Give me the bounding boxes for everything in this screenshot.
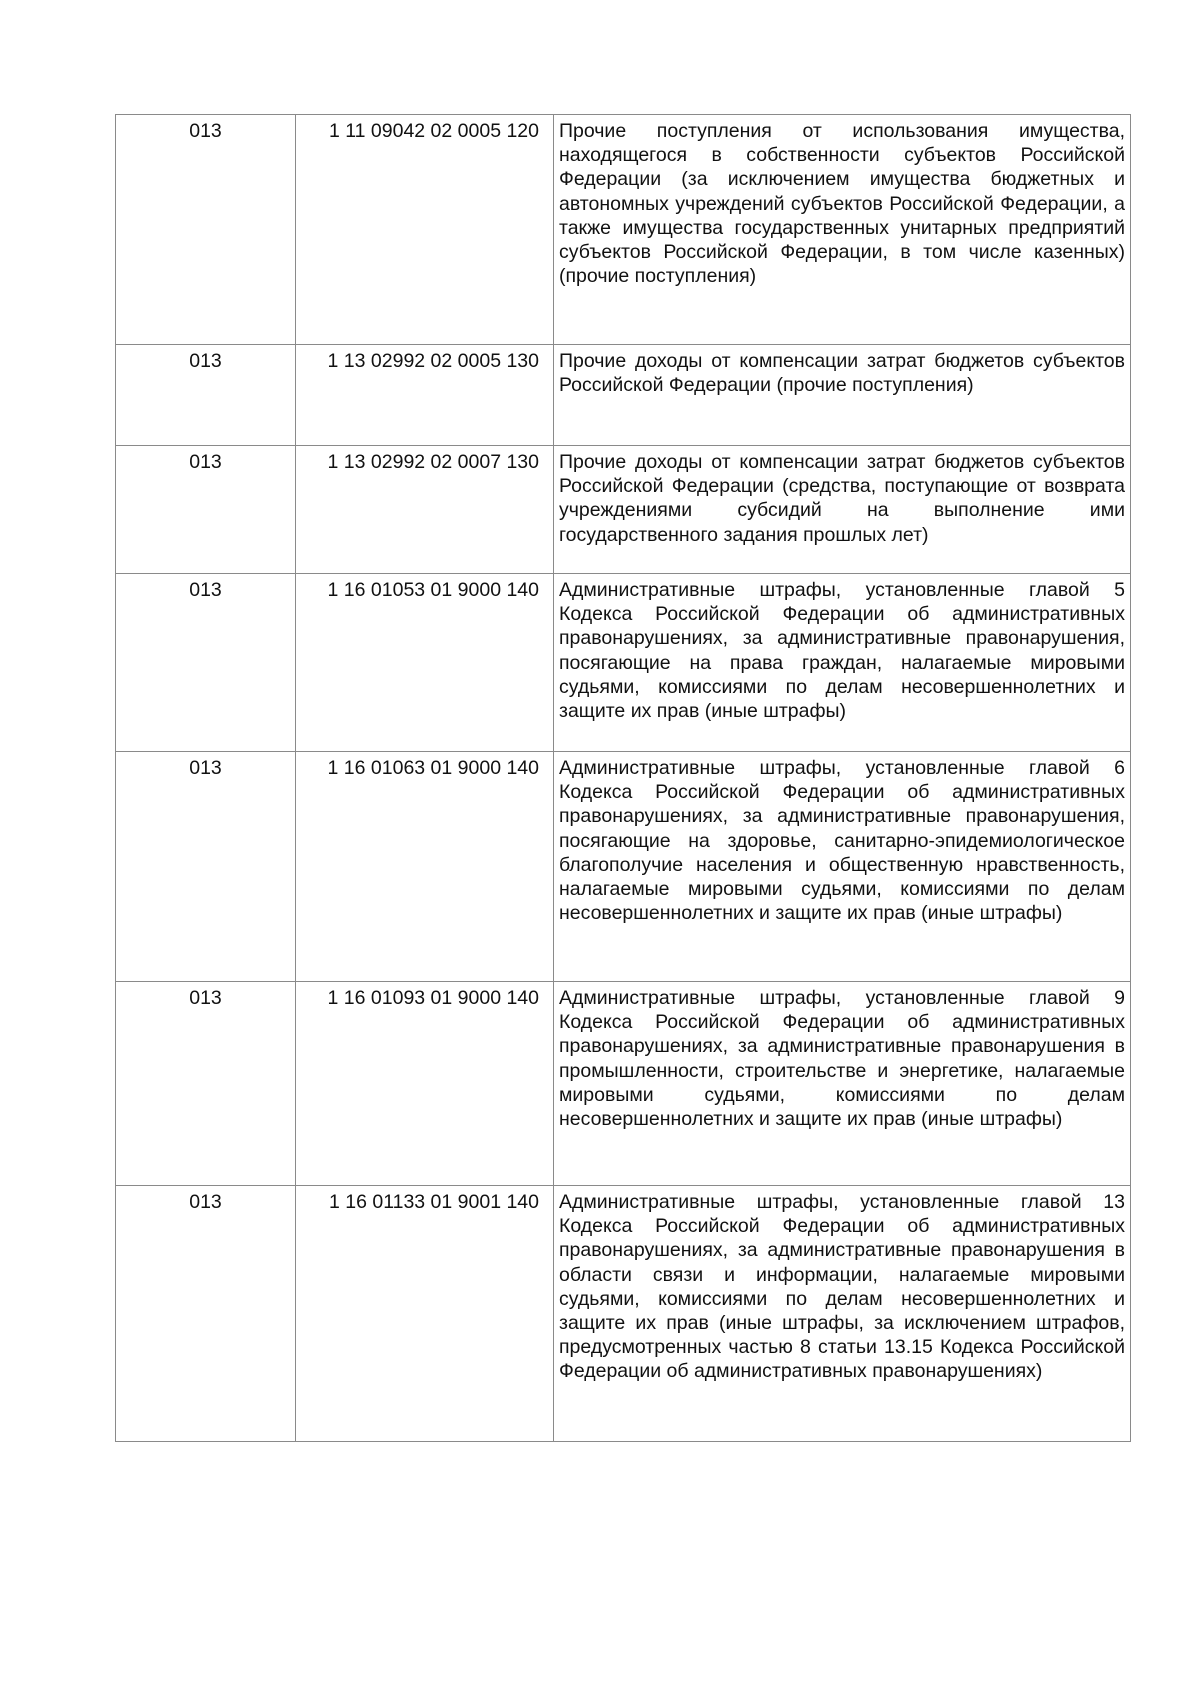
table-row — [116, 345, 1131, 446]
table-row — [116, 446, 1131, 574]
description-cell: Административные штрафы, установленные главой 5 Кодекса Российской Федерации об административных правонарушениях, за административные правонарушения, посягающие на права граждан, налагаемые мировыми судьями, комиссиями по делам несовершеннолетних и защите их прав (иные штрафы) — [554, 574, 1131, 752]
description-cell: Административные штрафы, установленные главой 9 Кодекса Российской Федерации об административных правонарушениях, за административные правонарушения в промышленности, строительстве и энергетике, налагаемые мировыми судьями, комиссиями по делам несовершеннолетних и защите их прав (иные штрафы) — [554, 982, 1131, 1186]
income-code-cell: 1 16 01053 01 9000 140 — [296, 574, 554, 752]
admin-code-cell: 013 — [116, 982, 296, 1186]
table-row — [116, 752, 1131, 982]
income-code-cell: 1 13 02992 02 0005 130 — [296, 345, 554, 446]
admin-code-cell: 013 — [116, 1186, 296, 1442]
admin-code-cell: 013 — [116, 574, 296, 752]
income-code-cell: 1 16 01063 01 9000 140 — [296, 752, 554, 982]
table-row — [116, 982, 1131, 1186]
income-code-cell: 1 13 02992 02 0007 130 — [296, 446, 554, 574]
table-row — [116, 115, 1131, 345]
table-row — [116, 574, 1131, 752]
income-code-cell: 1 16 01133 01 9001 140 — [296, 1186, 554, 1442]
description-cell: Прочие доходы от компенсации затрат бюджетов субъектов Российской Федерации (прочие поступления) — [554, 345, 1131, 446]
income-code-cell: 1 16 01093 01 9000 140 — [296, 982, 554, 1186]
admin-code-cell: 013 — [116, 115, 296, 345]
description-cell: Административные штрафы, установленные главой 6 Кодекса Российской Федерации об административных правонарушениях, за административные правонарушения, посягающие на здоровье, санитарно-эпидемиологическое благополучие населения и общественную нравственность, налагаемые мировыми судьями, комиссиями по делам несовершеннолетних и защите их прав (иные штрафы) — [554, 752, 1131, 982]
table-row — [116, 1186, 1131, 1442]
revenue-codes-table — [115, 114, 1131, 1442]
income-code-cell: 1 11 09042 02 0005 120 — [296, 115, 554, 345]
admin-code-cell: 013 — [116, 752, 296, 982]
description-cell: Прочие поступления от использования имущества, находящегося в собственности субъектов Российской Федерации (за исключением имущества бюджетных и автономных учреждений субъектов Российской Федерации, а также имущества государственных унитарных предприятий субъектов Российской Федерации, в том числе казенных) (прочие поступления) — [554, 115, 1131, 345]
admin-code-cell: 013 — [116, 446, 296, 574]
description-cell: Прочие доходы от компенсации затрат бюджетов субъектов Российской Федерации (средства, поступающие от возврата учреждениями субсидий на выполнение ими государственного задания прошлых лет) — [554, 446, 1131, 574]
admin-code-cell: 013 — [116, 345, 296, 446]
description-cell: Административные штрафы, установленные главой 13 Кодекса Российской Федерации об административных правонарушениях, за административные правонарушения в области связи и информации, налагаемые мировыми судьями, комиссиями по делам несовершеннолетних и защите их прав (иные штрафы, за исключением штрафов, предусмотренных частью 8 статьи 13.15 Кодекса Российской Федерации об административных правонарушениях) — [554, 1186, 1131, 1442]
